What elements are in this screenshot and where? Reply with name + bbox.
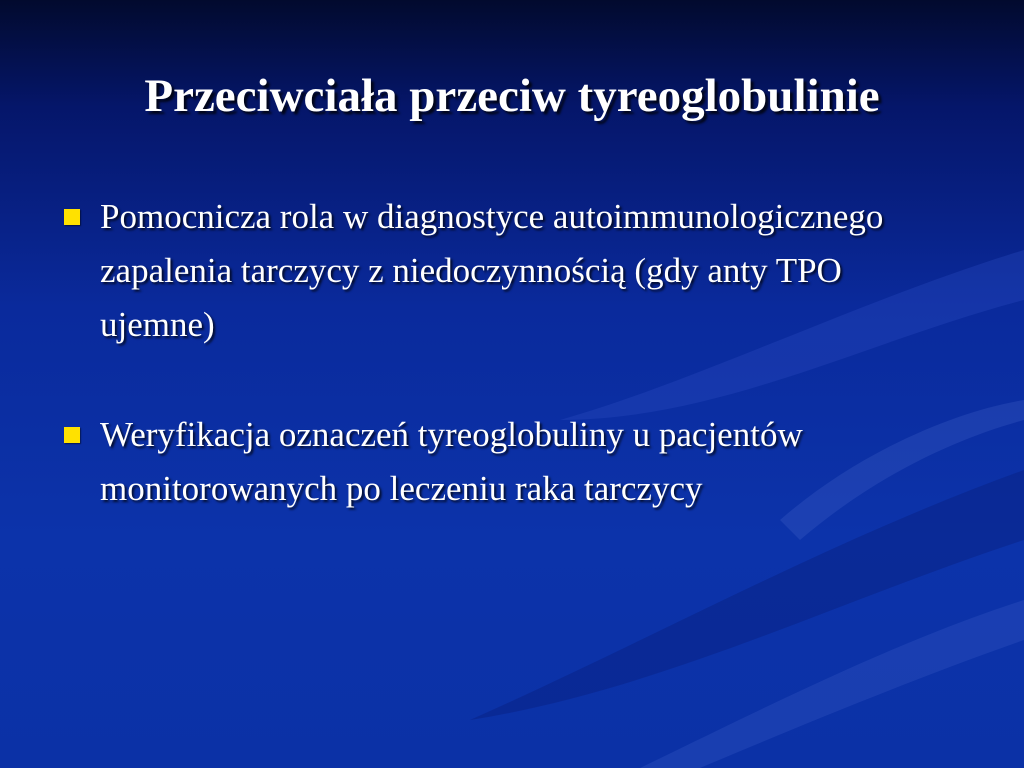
bullet-list [62, 190, 962, 516]
bullet-item [62, 408, 962, 516]
bullet-item [62, 190, 962, 352]
bullet-text: Weryfikacja oznaczeń tyreoglobuliny u pacjentów monitorowanych po leczeniu raka tarczycy [100, 415, 803, 508]
slide-title: Przeciwciała przeciw tyreoglobulinie [144, 70, 880, 122]
square-bullet-icon [64, 427, 80, 443]
square-bullet-icon [64, 209, 80, 225]
bullet-text: Pomocnicza rola w diagnostyce autoimmunologicznego zapalenia tarczycy z niedoczynnością (gdy anty TPO ujemne) [100, 197, 884, 344]
